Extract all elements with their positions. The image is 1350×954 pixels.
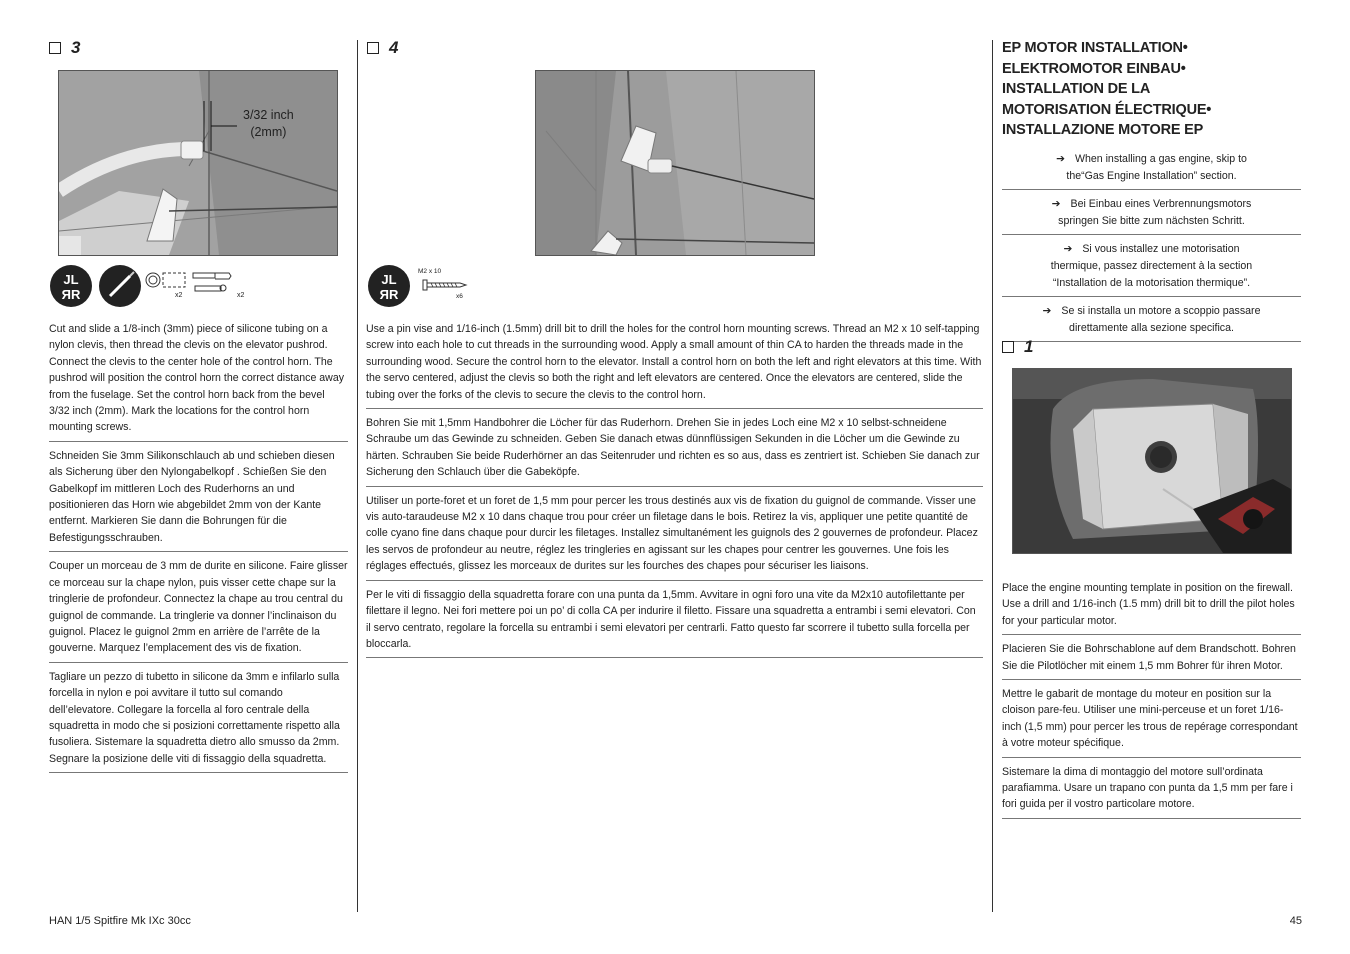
gas-engine-notes: [1002, 145, 1301, 342]
checkbox-icon: [367, 42, 379, 54]
control-horn-photo: [535, 70, 815, 256]
screw-icon: [422, 278, 468, 292]
step-4-tool-icons: [367, 264, 487, 308]
note-german: [1002, 190, 1301, 235]
arrow-right-icon: ➔: [1063, 243, 1073, 256]
screw-size-label: M2 x 10: [418, 268, 442, 275]
arrow-right-icon: ➔: [1056, 153, 1065, 165]
title-line: INSTALLAZIONE MOTORE EP: [1002, 122, 1204, 138]
ca-glue-icon: [367, 264, 411, 308]
step-1-english: Place the engine mounting template in position on the firewall. Use a drill and 1/16-inch (1.5 mm) drill bit to drill the pilot holes for your particular motor.: [1002, 580, 1301, 635]
ca-glue-icon: [49, 264, 93, 308]
step-4-text: [366, 321, 983, 658]
dimension-mm: (2mm): [250, 125, 287, 139]
svg-text:ЯR: ЯR: [379, 287, 399, 302]
dimension-callout: [243, 107, 294, 141]
note-line: Bei Einbau eines Verbrennungsmotors: [1070, 198, 1252, 211]
step-4-italian: Per le viti di fissaggio della squadretta forare con una punta da 1,5mm. Avvitare in ogni foro una vite da M2x10 autofilettante per filettare il legno. Nei fori mettere poi un po’ di colla CA per indurire il filetto. Fissare una squadretta a entrambi i semi elevatori. Con il servo centrato, regolare la forcella su entrambi i semi elevatori per centrarli. Fatto questo far scorrere il tubetto sulla forcella per bloccarla.: [366, 581, 983, 659]
arrow-right-icon: ➔: [1042, 305, 1052, 318]
svg-text:ЯR: ЯR: [61, 287, 81, 302]
step-3-text: [49, 321, 348, 773]
title-line: INSTALLATION DE LA: [1002, 81, 1151, 97]
title-line: ELEKTROMOTOR EINBAU•: [1002, 60, 1186, 77]
column-divider-2: [992, 40, 993, 912]
elevator-clevis-photo: [58, 70, 338, 256]
step-3-italian: Tagliare un pezzo di tubetto in silicone da 3mm e infilarlo sulla forcella in nylon e poi avvitare il tutto sul comando dell’elevatore. Collegare la forcella al foro centrale della squadretta in modo che si posizioni correttamente rispetto alla fusoliera. Sistemare la squadretta dietro allo smusso da 2mm. Segnare la posizione delle viti di fissaggio della squadretta.: [49, 663, 348, 773]
note-line: springen Sie bitte zum nächsten Schritt.: [1058, 214, 1245, 227]
elevator-clevis-illustration: [59, 71, 337, 255]
note-italian: [1002, 297, 1301, 342]
note-line: Si vous installez une motorisation: [1082, 243, 1240, 256]
clevis-icon: [191, 270, 235, 300]
step-3-german: Schneiden Sie 3mm Silikonschlauch ab und schieben diesen als Sicherung über den Nylongabelkopf . Schießen Sie den Gabelkopf im mittleren Loch des Ruderhorns an und positionieren das Horn wie abgebildet 2mm von der Kante entfernt. Markieren Sie dann die Bohrungen für die Befestigungsschrauben.: [49, 442, 348, 552]
note-line: direttamente alla sezione specifica.: [1069, 321, 1234, 334]
title-line: MOTORISATION ÉLECTRIQUE•: [1002, 101, 1212, 118]
step-3-french: Couper un morceau de 3 mm de durite en silicone. Faire glisser ce morceau sur la chape nylon, puis visser cette chape sur la tringlerie de profondeur. Connectez la chape au trou central du guignol de commande. La tringlerie va donner l’inclinaison du guignol. Placez le guignol 2mm en arrière de l’arrête de la gouverne. Marquez l’emplacement des vis de fixation.: [49, 552, 348, 662]
note-line: the“Gas Engine Installation” section.: [1066, 169, 1237, 182]
note-english: [1002, 145, 1301, 190]
step-3-heading: [49, 38, 80, 58]
step-1-german: Placieren Sie die Bohrschablone auf dem Brandschott. Bohren Sie die Pilotlöcher mit einem 1,5 mm Bohrer für ihren Motor.: [1002, 635, 1301, 680]
step-1-heading: [1002, 337, 1033, 357]
svg-text:JL: JL: [381, 272, 397, 287]
firewall-drilling-photo: [1012, 368, 1292, 554]
step-1-french: Mettre le gabarit de montage du moteur en position sur la cloison pare-feu. Utiliser une mini-perceuse et un foret 1/16-inch (1,5 mm) pour percer les trous de repérage correspondant à votre moteur spécifique.: [1002, 680, 1301, 758]
note-line: Se si installa un motore a scoppio passare: [1061, 305, 1261, 318]
firewall-drilling-illustration: [1013, 369, 1291, 553]
step-4-heading: [367, 38, 398, 58]
step-number: 1: [1024, 337, 1034, 356]
column-divider-1: [357, 40, 358, 912]
page-number: 45: [1289, 915, 1302, 927]
tubing-quantity: x2: [175, 292, 183, 299]
note-line: “Installation de la motorisation thermique”.: [1052, 276, 1251, 289]
svg-text:JL: JL: [63, 272, 79, 287]
title-line: EP MOTOR INSTALLATION•: [1002, 40, 1188, 56]
dimension-inch: 3/32 inch: [243, 108, 294, 122]
step-4-english: Use a pin vise and 1/16-inch (1.5mm) drill bit to drill the holes for the control horn mounting screws. Thread an M2 x 10 self-tapping screw into each hole to cut threads in the surrounding wood. Apply a small amount of thin CA to harden the threads made in the surrounding wood. Secure the control horn to the elevator. Install a control horn on both the left and right elevators at this time. With the servo centered, adjust the clevis so both the right and left elevators are centered. Once the elevators are centered, slide the tubing over the forks of the clevis to secure the clevis to the control horn.: [366, 321, 983, 409]
step-1-italian: Sistemare la dima di montaggio del motore sull’ordinata parafiamma. Usare un trapano con punta da 1,5 mm per fare i fori guida per il vostro particolare motore.: [1002, 758, 1301, 819]
step-3-tool-icons: [49, 264, 249, 308]
step-1-text: [1002, 580, 1301, 819]
screw-quantity: x6: [456, 293, 463, 300]
step-3-english: Cut and slide a 1/8-inch (3mm) piece of silicone tubing on a nylon clevis, then thread the clevis on the elevator pushrod. Connect the clevis to the center hole of the control horn. The pushrod will position the control horn the correct distance away from the fuselage. Set the control horn back from the bevel 3/32 inch (2mm). Mark the locations for the control horn mounting screws.: [49, 321, 348, 442]
silicone-tubing-icon: [145, 270, 189, 306]
note-line: thermique, passez directement à la section: [1050, 259, 1253, 272]
step-number: 3: [71, 38, 81, 57]
note-french: [1002, 235, 1301, 297]
step-4-french: Utiliser un porte-foret et un foret de 1,5 mm pour percer les trous destinés aux vis de fixation du guignol de commande. Visser une vis auto-taraudeuse M2 x 10 dans chaque trou pour créer un filetage dans le bois. Retirez la vis, appliquer une petite quantité de colle cyano fine dans chaque pour durcir les filetages. Installez simultanément les guignols des 2 gouvernes de profondeur. Placez les servos de profondeur au neutre, réglez les tringleries en agissant sur les chapes pour centrer les gouvernes. Une fois les réglages effectués, glissez les morceaux de durites sur les fourches des chapes pour sécuriser les liaisons.: [366, 487, 983, 581]
step-4-german: Bohren Sie mit 1,5mm Handbohrer die Löcher für das Ruderhorn. Drehen Sie in jedes Loch eine M2 x 10 selbst-schneidene Schraube um das Gewinde zu schneiden. Geben Sie danach etwas dünnflüssigen Sekunden in die Löcher um die Gewinde zu härten. Schrauben Sie beide Ruderhörner an das Seitenruder und richten es so aus, dass es zentriert ist. Schieben Sie danach zur Sicherung den Schlauch über die Gabeköpfe.: [366, 409, 983, 487]
checkbox-icon: [1002, 341, 1014, 353]
hobby-knife-icon: [98, 264, 142, 308]
section-title: [1002, 38, 1302, 141]
footer-manual-title: HAN 1/5 Spitfire Mk IXc 30cc: [49, 915, 191, 927]
checkbox-icon: [49, 42, 61, 54]
clevis-quantity: x2: [237, 292, 245, 299]
arrow-right-icon: ➔: [1051, 198, 1061, 211]
step-number: 4: [389, 38, 399, 57]
control-horn-illustration: [536, 71, 814, 255]
note-line: When installing a gas engine, skip to: [1074, 153, 1247, 165]
